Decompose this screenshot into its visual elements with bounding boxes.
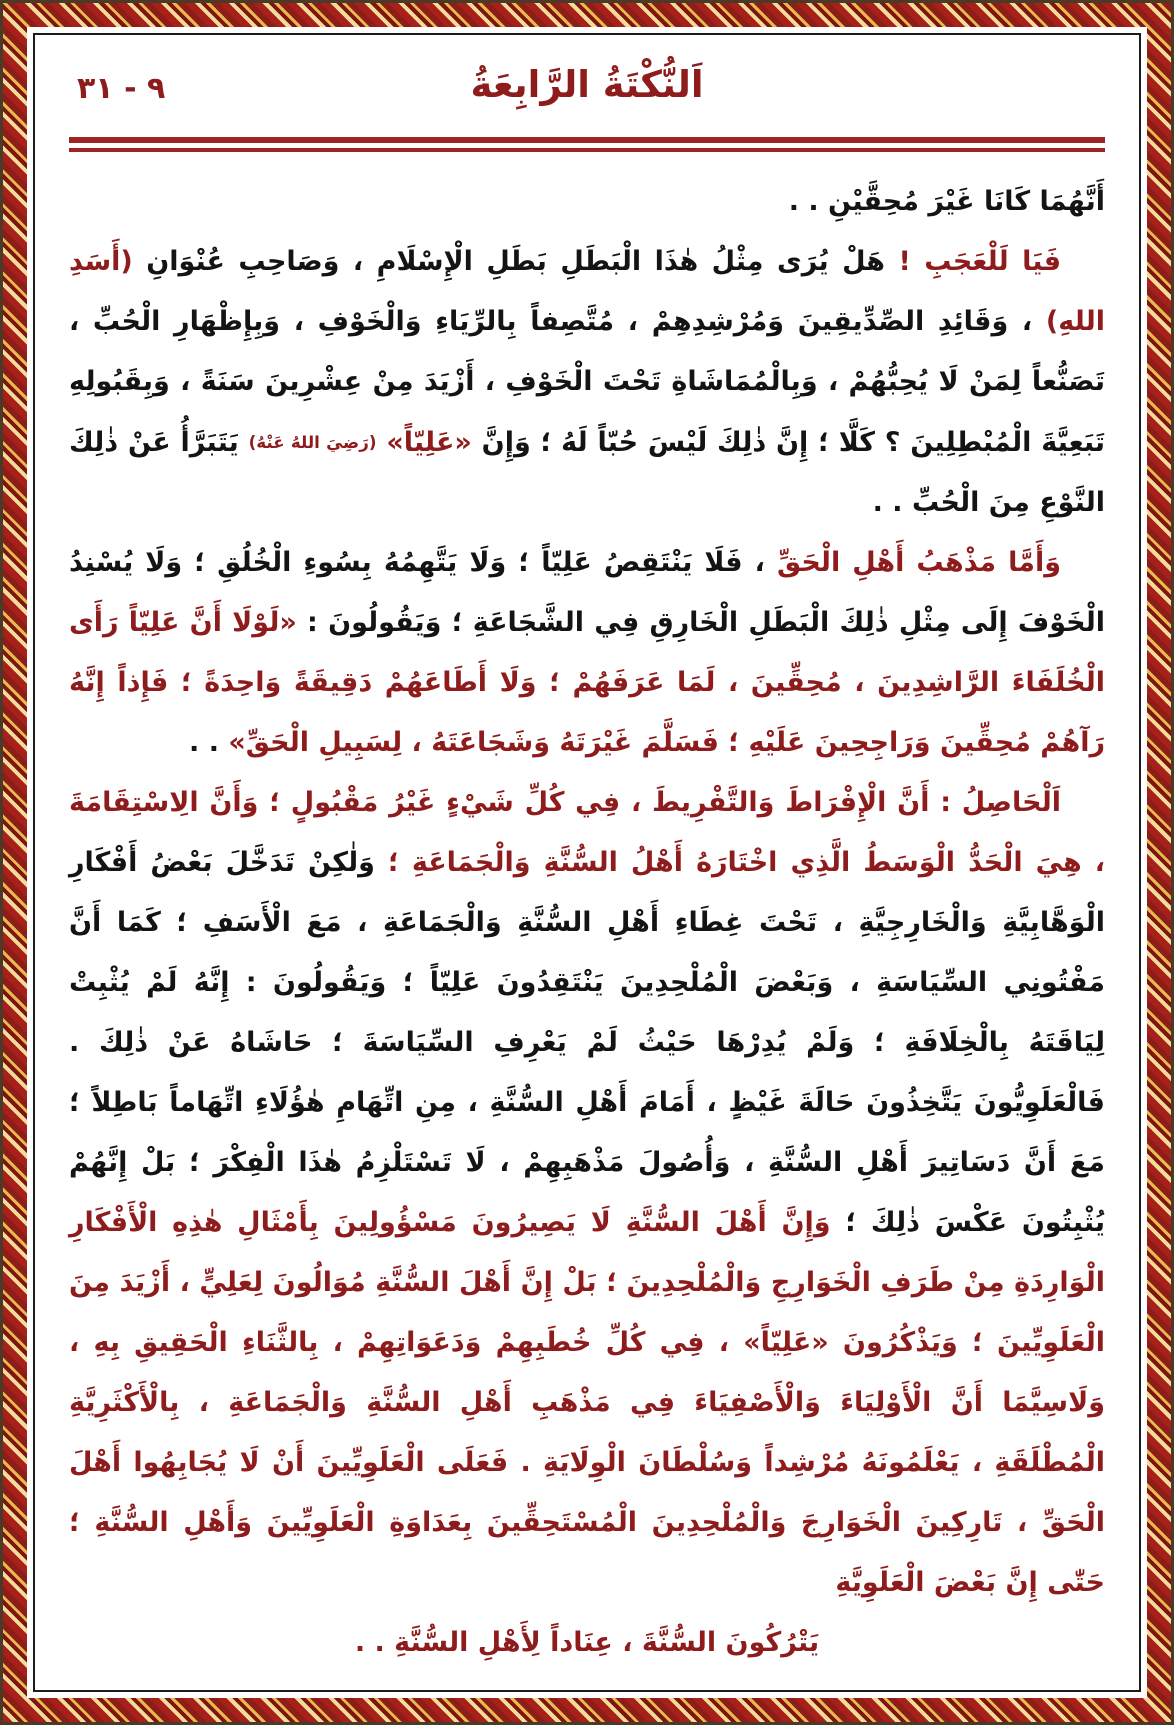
page-title: اَلنُّكْتَةُ الرَّابِعَةُ xyxy=(470,63,704,106)
text-run: وَلٰكِنْ تَدَخَّلَ بَعْضُ أَفْكَارِ الْوَهَّابِيَّةِ وَالْخَارِجِيَّةِ ، تَحْتَ غِطَاءِ أَهْلِ السُّنَّةِ وَالْجَمَاعَةِ ، مَعَ الْأَسَفِ ؛ كَمَا أَنَّ مَفْتُونِي السِّيَاسَةِ ، وَبَعْضَ الْمُلْحِدِينَ يَنْتَقِدُونَ عَلِيّاً ؛ وَيَقُولُونَ : إِنَّهُ لَمْ يُثْبِتْ لِيَاقَتَهُ بِالْخِلَافَةِ ؛ وَلَمْ يُدِرْهَا حَيْثُ لَمْ يَعْرِفِ السِّيَاسَةَ ؛ حَاشَاهُ عَنْ ذٰلِكَ . فَالْعَلَوِيُّونَ يَتَّخِذُونَ حَالَةَ غَيْظٍ ، أَمَامَ أَهْلِ السُّنَّةِ ، مِنِ اتِّهَامِ هٰؤُلَاءِ اتِّهَاماً بَاطِلاً ؛ مَعَ أَنَّ دَسَاتِيرَ أَهْلِ السُّنَّةِ ، وَأُصُولَ مَذْهَبِهِمْ ، لَا تَسْتَلْزِمُ هٰذَا الْفِكْرَ ؛ بَلْ إِنَّهُمْ يُثْبِتُونَ عَكْسَ ذٰلِكَ ؛ xyxy=(69,847,1105,1238)
page-content xyxy=(33,33,1141,1692)
header-divider xyxy=(69,137,1105,152)
text-run: ، فَلَا يَنْتَقِصُ عَلِيّاً ؛ وَلَا يَتَّهِمُهُ بِسُوءِ الْخُلُقِ ؛ وَلَا يُسْنِدُ الْخَوْفَ إِلَى مِثْلِ ذٰلِكَ الْبَطَلِ الْخَارِقِ فِي الشَّجَاعَةِ ؛ وَيَقُولُونَ : xyxy=(69,547,1105,638)
text-run: أَنَّهُمَا كَانَا غَيْرَ مُحِقَّيْنِ . . xyxy=(788,186,1105,217)
text-run: يَتَبَرَّأُ عَنْ ذٰلِكَ النَّوْعِ مِنَ الْحُبِّ . . xyxy=(69,427,1105,518)
text-run: ، وَقَائِدِ الصِّدِّيقِينَ وَمُرْشِدِهِمْ ، مُتَّصِفاً بِالرِّيَاءِ وَالْخَوْفِ ، وَبِإِظْهَارِ الْحُبِّ ، تَصَنُّعاً لِمَنْ لَا يُحِبُّهُمْ ، وَبِالْمُمَاشَاةِ تَحْتَ الْخَوْفِ ، أَزْيَدَ مِنْ عِشْرِينَ سَنَةً ، وَبِقَبُولِهِ تَبَعِيَّةَ الْمُبْطِلِينَ ؟ كَلَّا ؛ إِنَّ ذٰلِكَ لَيْسَ حُبّاً لَهُ ؛ وَإِنَّ xyxy=(69,306,1106,458)
text-run: «لَوْلَا أَنَّ عَلِيّاً رَأَى الْخُلَفَاءَ الرَّاشِدِينَ ، مُحِقِّينَ ، لَمَا عَرَفَهُمْ ؛ وَلَا أَطَاعَهُمْ دَقِيقَةً وَاحِدَةً ؛ فَإِذاً إِنَّهُ رَآهُمْ مُحِقِّينَ وَرَاجِحِينَ عَلَيْهِ ؛ فَسَلَّمَ غَيْرَتَهُ وَشَجَاعَتَهُ ، لِسَبِيلِ الْحَقِّ» xyxy=(69,607,1105,758)
text-run: (أَسَدِ اللهِ) xyxy=(69,246,1105,337)
page-number: ٩ - ٣١ xyxy=(77,71,166,106)
honorific-medallion: (رَضِيَ اللهُ عَنْهُ) xyxy=(248,432,377,452)
paragraph-madhhab-alhaqq xyxy=(69,533,1105,773)
text-run: يَتْرُكُونَ السُّنَّةَ ، عِنَاداً لِأَهْلِ السُّنَّةِ . . xyxy=(354,1627,820,1658)
text-run: وَإِنَّ أَهْلَ السُّنَّةِ لَا يَصِيرُونَ مَسْؤُولِينَ بِأَمْثَالِ هٰذِهِ الْأَفْكَارِ الْوَارِدَةِ مِنْ طَرَفِ الْخَوَارِجِ وَالْمُلْحِدِينَ ؛ بَلْ إِنَّ أَهْلَ السُّنَّةِ مُوَالُونَ لِعَلِيٍّ ، أَزْيَدَ مِنَ الْعَلَوِيِّينَ ؛ وَيَذْكُرُونَ «عَلِيّاً» ، فِي كُلِّ خُطَبِهِمْ وَدَعَوَاتِهِمْ ، بِالثَّنَاءِ الْحَقِيقِ بِهِ ، وَلَاسِيَّمَا أَنَّ الْأَوْلِيَاءَ وَالْأَصْفِيَاءَ فِي مَذْهَبِ أَهْلِ السُّنَّةِ وَالْجَمَاعَةِ ، بِالْأَكْثَرِيَّةِ الْمُطْلَقَةِ ، يَعْلَمُونَهُ مُرْشِداً وَسُلْطَانَ الْوِلَايَةِ . فَعَلَى الْعَلَوِيِّينَ أَنْ لَا يُجَابِهُوا أَهْلَ الْحَقِّ ، تَارِكِينَ الْخَوَارِجَ وَالْمُلْحِدِينَ الْمُسْتَحِقِّينَ بِعَدَاوَةِ الْعَلَوِيِّينَ وَأَهْلِ السُّنَّةِ ؛ حَتّٰى إِنَّ بَعْضَ الْعَلَوِيَّةِ xyxy=(69,1207,1105,1598)
continuation-line xyxy=(69,172,1105,232)
closing-line xyxy=(69,1613,1105,1673)
body-text xyxy=(69,172,1105,1673)
text-run: . . xyxy=(189,727,229,758)
paragraph-alhasil xyxy=(69,773,1105,1613)
text-run: اَلْحَاصِلُ : أَنَّ الْإِفْرَاطَ وَالتَّفْرِيطَ ، فِي كُلِّ شَيْءٍ غَيْرُ مَقْبُولٍ ؛ وَأَنَّ الِاسْتِقَامَةَ ، هِيَ الْحَدُّ الْوَسَطُ الَّذِي اخْتَارَهُ أَهْلُ السُّنَّةِ وَالْجَمَاعَةِ ؛ xyxy=(69,787,1105,878)
text-run: «عَلِيّاً» xyxy=(376,427,472,458)
text-run: وَأَمَّا مَذْهَبُ أَهْلِ الْحَقِّ xyxy=(764,547,1062,578)
page-header xyxy=(69,51,1105,127)
text-run: هَلْ يُرَى مِثْلُ هٰذَا الْبَطَلِ بَطَلِ الْإِسْلَامِ ، وَصَاحِبِ عُنْوَانِ xyxy=(132,246,885,277)
paragraph-exclamation xyxy=(69,232,1105,533)
text-run: فَيَا لَلْعَجَبِ ! xyxy=(884,246,1062,277)
